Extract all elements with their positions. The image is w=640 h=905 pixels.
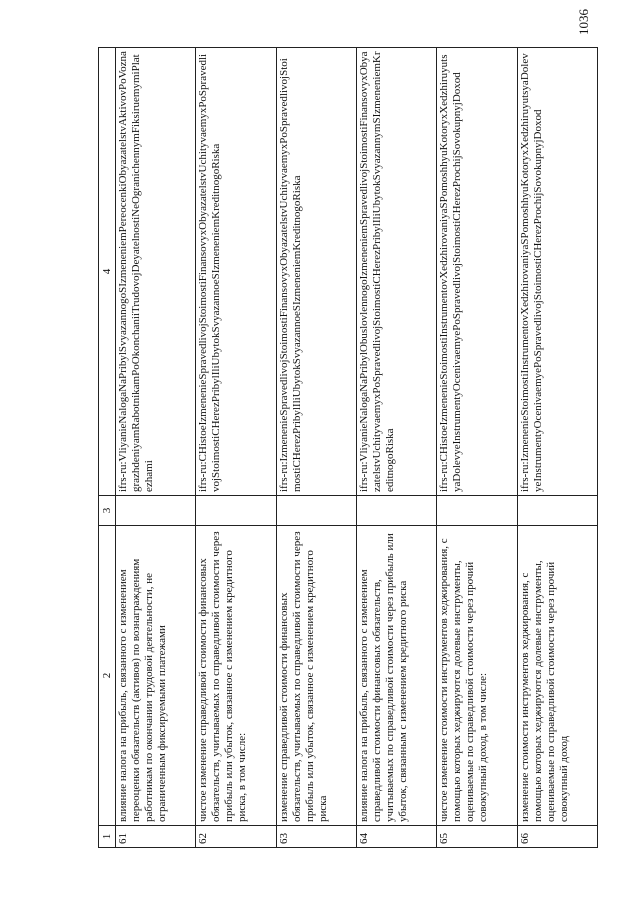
table-row [437, 48, 517, 848]
row-number: 63 [276, 826, 356, 848]
row-label: влияние налога на прибыль, связанного с изменением переоценки обязательств (активов) по вознаграждениям работникам по окончании трудовой деятельности, не ограниченным фиксируемыми платежами [116, 526, 196, 826]
row-empty-cell [276, 496, 356, 526]
table-row [356, 48, 436, 848]
row-number: 64 [356, 826, 436, 848]
header-col-1: 1 [99, 826, 116, 848]
taxonomy-table [98, 47, 598, 848]
row-number: 65 [437, 826, 517, 848]
rotated-table-sheet [98, 48, 598, 848]
row-ifrs-code: ifrs-ru:VliyanieNalogaNaPribylSvyazannogoSIzmeneniemPereocenkiObyazatelstvAktivovPoVoznagrazhdeniyamRabotnikamPoOkonchaniiTrudovojDeyatelnostiNeOgranichennymFiksiruemymiPlatezhami [116, 48, 196, 496]
row-ifrs-code: ifrs-ru:IzmenenieSpravedlivojStoimostiFinansovyxObyazatelstvUchityvaemyxPoSpravedlivojStoimostiCHerezPribylIliUbytokSvyazannoeSIzmeneniemKreditnogoRiska [276, 48, 356, 496]
table-row [196, 48, 276, 848]
row-empty-cell [356, 496, 436, 526]
row-label: изменение стоимости инструментов хеджирования, с помощью которых хеджируются долевые инструменты, оцениваемые по справедливой стоимости через прочий совокупный доход [517, 526, 597, 826]
table-row [517, 48, 597, 848]
header-col-4: 4 [99, 48, 116, 496]
row-number: 62 [196, 826, 276, 848]
header-col-2: 2 [99, 526, 116, 826]
row-ifrs-code: ifrs-ru:VliyanieNalogaNaPribylObuslovlennogoIzmeneniemSpravedlivojStoimostiFinansovyxObyazatelstvUchityvaemyxPoSpravedlivojStoimostiCHerezPribylIliUbytokSvyazannymSIzmeneniemKreditnogoRiska [356, 48, 436, 496]
row-number: 61 [116, 826, 196, 848]
page-number: 1036 [576, 9, 591, 35]
row-ifrs-code: ifrs-ru:IzmenenieStoimostiInstrumentovXedzhirovaniyaSPomoshhyuKotoryxXedzhiruyutsyaDolevyeInstrumentyOcenivaemyePoSpravedlivojStoimostiCHerezProchijSovokupnyjDoxod [517, 48, 597, 496]
table-row [276, 48, 356, 848]
row-ifrs-code: ifrs-ru:CHistoeIzmenenieSpravedlivojStoimostiFinansovyxObyazatelstvUchityvaemyxPoSpravedlivojStoimostiCHerezPribylIliUbytokSvyazannoeSIzmeneniemKreditnogoRiska [196, 48, 276, 496]
row-ifrs-code: ifrs-ru:CHistoeIzmenenieStoimostiInstrumentovXedzhirovaniyaSPomoshhyuKotoryxXedzhiruyutsyaDolevyeInstrumentyOcenivaemyePoSpravedlivojStoimostiCHerezProchijSovokupnyjDoxod [437, 48, 517, 496]
row-label: чистое изменение справедливой стоимости финансовых обязательств, учитываемых по справедливой стоимости через прибыль или убыток, связанное с изменением кредитного риска, в том числе: [196, 526, 276, 826]
row-empty-cell [437, 496, 517, 526]
header-row [99, 48, 116, 848]
row-label: чистое изменение стоимости инструментов хеджирования, с помощью которых хеджируются долевые инструменты, оцениваемые по справедливой стоимости через прочий совокупный доход, в том числе: [437, 526, 517, 826]
row-label: влияние налога на прибыль, связанного с изменением справедливой стоимости финансовых обязательств, учитываемых по справедливой стоимости через прибыль или убыток, связанным с изменением кредитного риска [356, 526, 436, 826]
row-empty-cell [116, 496, 196, 526]
row-empty-cell [517, 496, 597, 526]
row-label: изменение справедливой стоимости финансовых обязательств, учитываемых по справедливой стоимости через прибыль или убыток, связанное с изменением кредитного риска [276, 526, 356, 826]
row-number: 66 [517, 826, 597, 848]
header-col-3: 3 [99, 496, 116, 526]
table-row [116, 48, 196, 848]
row-empty-cell [196, 496, 276, 526]
